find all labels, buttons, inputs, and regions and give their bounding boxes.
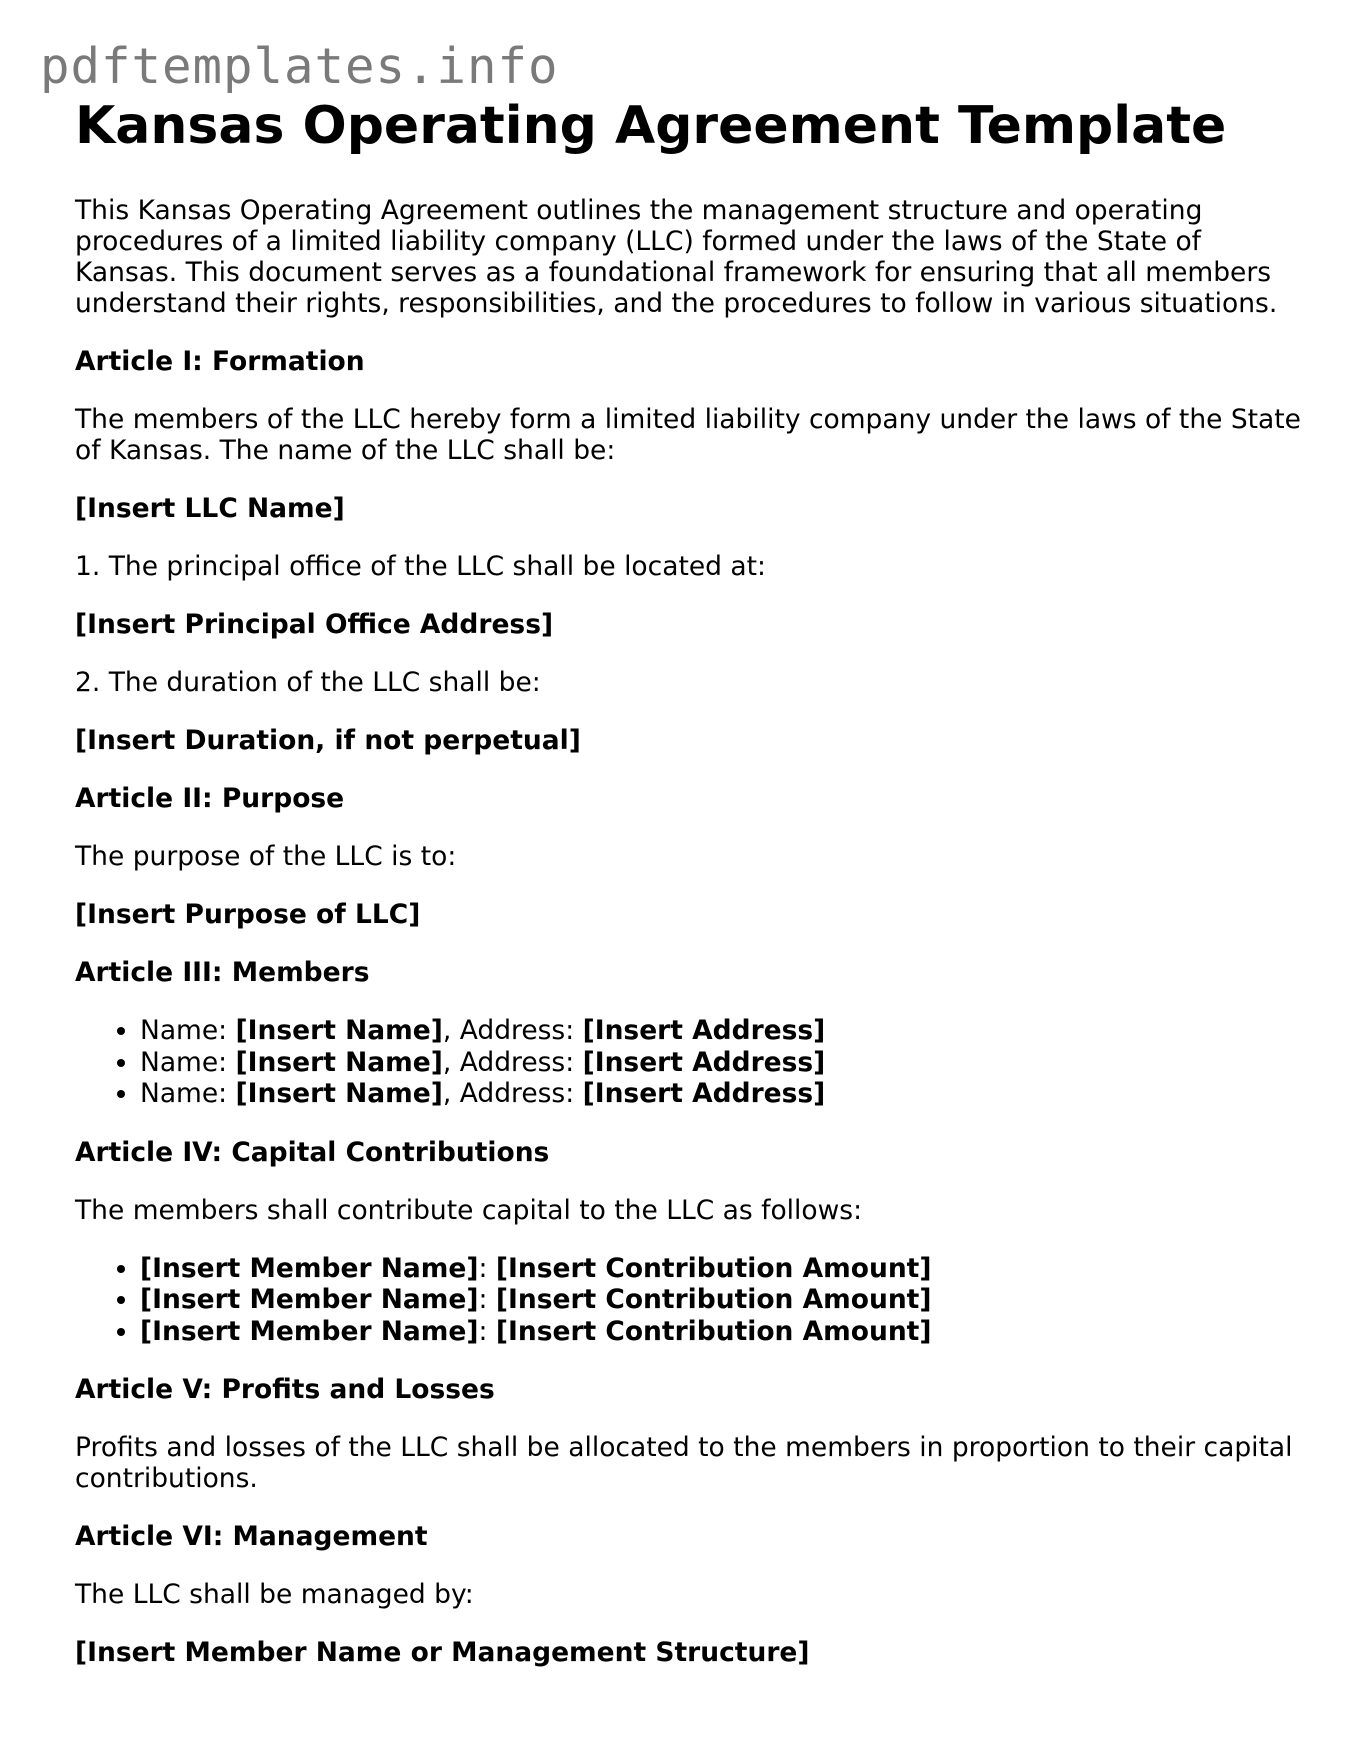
management-placeholder: [Insert Member Name or Management Structure] <box>75 1637 810 1669</box>
member-name-placeholder: [Insert Name] <box>235 1078 443 1110</box>
watermark: pdftemplates.info <box>40 38 559 95</box>
article-6-heading: Article VI: Management <box>75 1521 428 1553</box>
member-list-item <box>140 1047 1305 1079</box>
contribution-member-placeholder: [Insert Member Name] <box>140 1284 479 1316</box>
member-name-label: Name: <box>140 1015 236 1047</box>
member-address-label: , Address: <box>442 1015 583 1047</box>
member-address-label: , Address: <box>442 1078 583 1110</box>
article-6-text: The LLC shall be managed by: <box>75 1579 474 1611</box>
article-2-text: The purpose of the LLC is to: <box>75 841 457 873</box>
contribution-separator: : <box>478 1284 496 1316</box>
contribution-amount-placeholder: [Insert Contribution Amount] <box>495 1284 932 1316</box>
article-5-heading: Article V: Profits and Losses <box>75 1374 495 1406</box>
member-name-placeholder: [Insert Name] <box>235 1046 443 1078</box>
document-title: Kansas Operating Agreement Template <box>75 96 1227 156</box>
contribution-list-item <box>140 1284 1305 1316</box>
contribution-separator: : <box>478 1315 496 1347</box>
purpose-placeholder: [Insert Purpose of LLC] <box>75 899 421 931</box>
article-4-text: The members shall contribute capital to the LLC as follows: <box>75 1194 863 1226</box>
contribution-amount-placeholder: [Insert Contribution Amount] <box>495 1252 932 1284</box>
member-list-item <box>140 1078 1305 1110</box>
members-list <box>75 1015 1305 1110</box>
member-address-label: , Address: <box>442 1046 583 1078</box>
principal-office-placeholder: [Insert Principal Office Address] <box>75 609 554 641</box>
article-1-item-1: 1. The principal office of the LLC shall be located at: <box>75 551 766 583</box>
member-address-placeholder: [Insert Address] <box>582 1046 826 1078</box>
contribution-member-placeholder: [Insert Member Name] <box>140 1252 479 1284</box>
article-1-text: The members of the LLC hereby form a limited liability company under the laws of the State of Kansas. The name of the LLC shall be: <box>75 404 1301 467</box>
article-1-heading: Article I: Formation <box>75 346 365 378</box>
contributions-list <box>75 1253 1305 1348</box>
member-list-item <box>140 1015 1305 1047</box>
contribution-member-placeholder: [Insert Member Name] <box>140 1315 479 1347</box>
intro-paragraph: This Kansas Operating Agreement outlines the management structure and operating procedures of a limited liability company (LLC) formed under the laws of the State of Kansas. This document serves as a foundational framework for ensuring that all members understand their rights, responsibilities, and the procedures to follow in various situations. <box>75 195 1278 320</box>
contribution-list-item <box>140 1253 1305 1285</box>
article-1-item-2: 2. The duration of the LLC shall be: <box>75 667 541 699</box>
article-3-heading: Article III: Members <box>75 957 370 989</box>
member-address-placeholder: [Insert Address] <box>582 1015 826 1047</box>
article-4-heading: Article IV: Capital Contributions <box>75 1136 550 1168</box>
duration-placeholder: [Insert Duration, if not perpetual] <box>75 725 581 757</box>
member-name-label: Name: <box>140 1046 236 1078</box>
member-name-placeholder: [Insert Name] <box>235 1015 443 1047</box>
article-5-text: Profits and losses of the LLC shall be allocated to the members in proportion to their capital contributions. <box>75 1432 1293 1495</box>
contribution-list-item <box>140 1316 1305 1348</box>
document-page <box>75 98 1305 1695</box>
llc-name-placeholder: [Insert LLC Name] <box>75 493 345 525</box>
member-name-label: Name: <box>140 1078 236 1110</box>
member-address-placeholder: [Insert Address] <box>582 1078 826 1110</box>
article-2-heading: Article II: Purpose <box>75 783 345 815</box>
contribution-separator: : <box>478 1252 496 1284</box>
contribution-amount-placeholder: [Insert Contribution Amount] <box>495 1315 932 1347</box>
